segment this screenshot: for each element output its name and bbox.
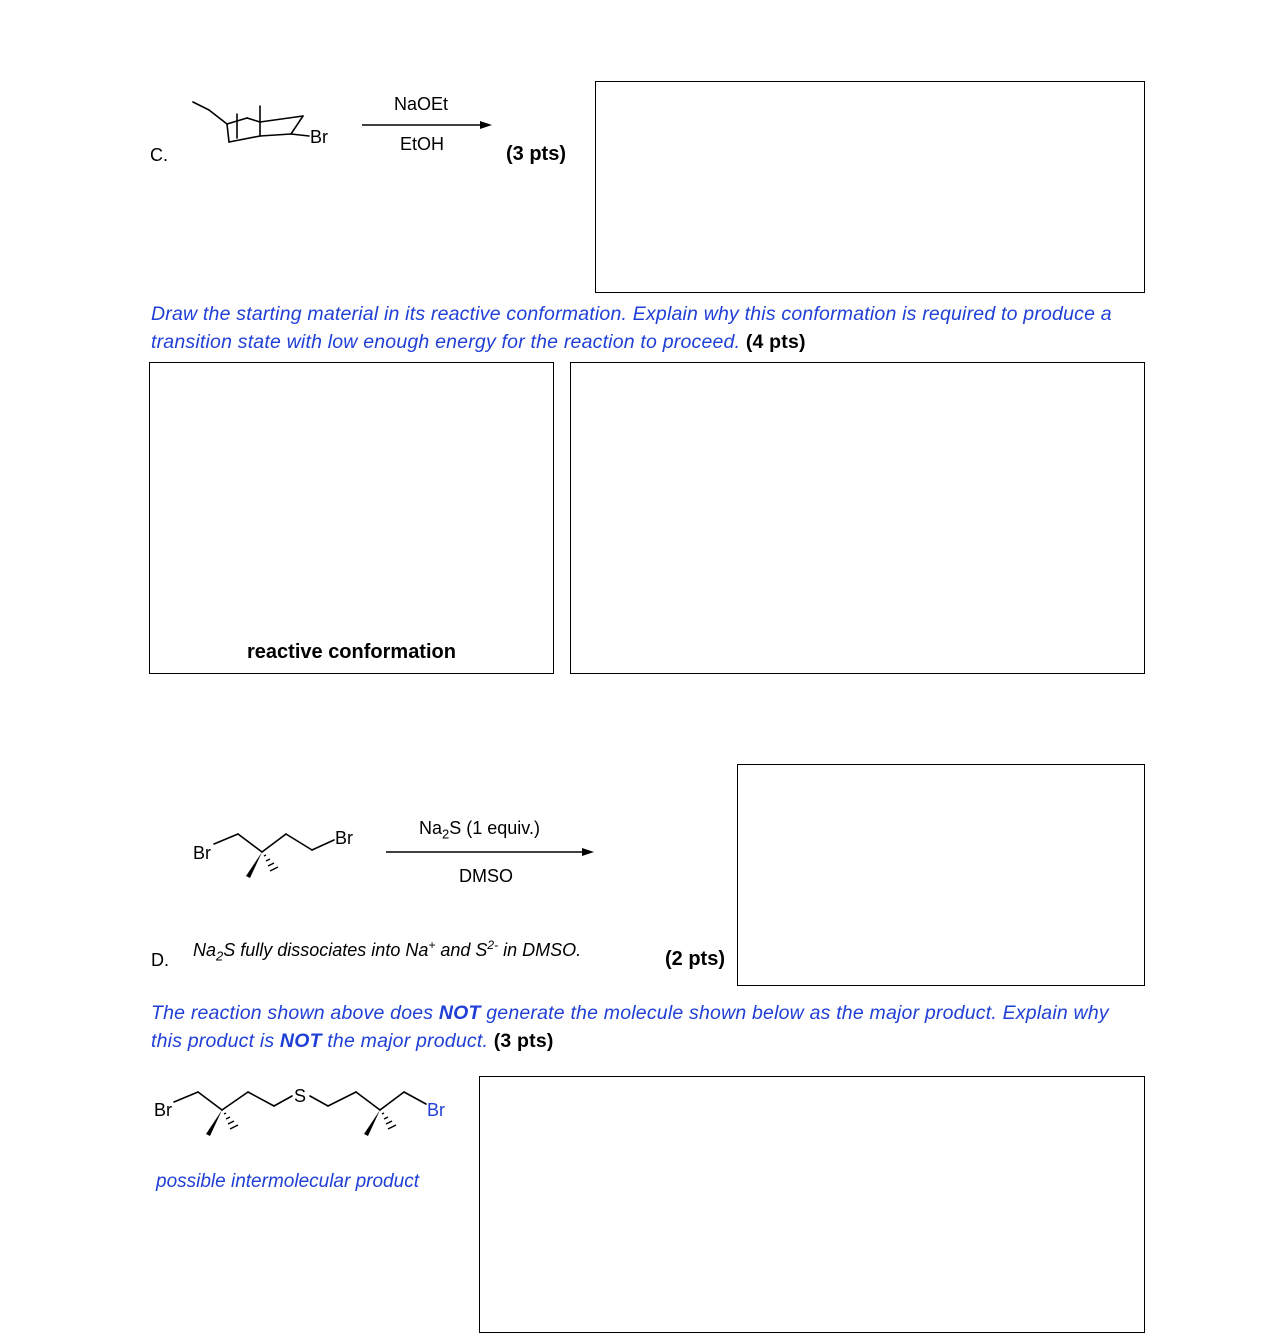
part-c-reaction-arrow	[362, 118, 494, 132]
note-mid: S fully dissociates into Na	[223, 940, 429, 960]
part-c-starting-material	[185, 98, 345, 154]
part-d-br-right: Br	[335, 828, 353, 848]
q-not-2: NOT	[279, 1030, 322, 1052]
subscript-2: 2	[442, 826, 450, 842]
note-sub: 2	[216, 948, 224, 964]
q-points: (3 pts)	[493, 1030, 554, 1052]
s-equiv-text: S (1 equiv.)	[449, 818, 540, 838]
q-not-1: NOT	[438, 1002, 481, 1024]
q-text-2: generate the molecule shown below as the major product. Explain why this product is	[151, 1002, 1109, 1052]
part-d-points: (2 pts)	[665, 948, 725, 970]
part-c-question-points: (4 pts)	[745, 331, 806, 353]
note-sup-plus: +	[428, 938, 436, 952]
na-text: Na	[419, 818, 443, 838]
part-c-label: C.	[150, 145, 168, 165]
intermolecular-product-structure	[152, 1080, 462, 1144]
explanation-answer-box[interactable]	[570, 362, 1145, 674]
intermolecular-product-caption: possible intermolecular product	[156, 1171, 419, 1192]
note-sup-2minus: 2-	[487, 938, 499, 952]
part-d-explanation-answer-box[interactable]	[479, 1076, 1145, 1333]
part-c-reagent-bottom: EtOH	[400, 134, 445, 154]
part-d-reagent-top	[419, 818, 540, 842]
part-c-br-atom: Br	[310, 127, 328, 147]
part-d-question	[151, 999, 1141, 1055]
q-text-1: The reaction shown above does	[151, 1002, 439, 1024]
part-c-product-answer-box[interactable]	[595, 81, 1145, 293]
part-d-starting-material	[190, 822, 360, 886]
part-d-br-left: Br	[193, 843, 211, 863]
part-c-question-text: Draw the starting material in its reactive conformation. Explain why this conformation is required to produce a transition state with low enough energy for the reaction to proceed.	[151, 303, 1112, 353]
note-post: in DMSO.	[498, 940, 582, 960]
reactive-conformation-answer-box[interactable]	[149, 362, 554, 674]
part-d-product-answer-box[interactable]	[737, 764, 1145, 986]
q-text-3: the major product.	[321, 1030, 489, 1052]
part-c-question	[151, 300, 1141, 356]
reactive-conformation-caption: reactive conformation	[247, 641, 456, 663]
note-and-s: and S	[435, 940, 488, 960]
part-c-points: (3 pts)	[506, 143, 566, 165]
part-d-dissociation-note	[193, 938, 581, 964]
product-s-atom: S	[294, 1086, 307, 1106]
product-br-left: Br	[154, 1100, 172, 1120]
product-br-right: Br	[427, 1100, 445, 1120]
part-d-label: D.	[151, 950, 169, 970]
part-d-reagent-bottom: DMSO	[459, 866, 513, 886]
note-na: Na	[193, 940, 217, 960]
part-c-reagent-top: NaOEt	[394, 94, 449, 114]
part-d-reaction-arrow	[386, 845, 598, 859]
